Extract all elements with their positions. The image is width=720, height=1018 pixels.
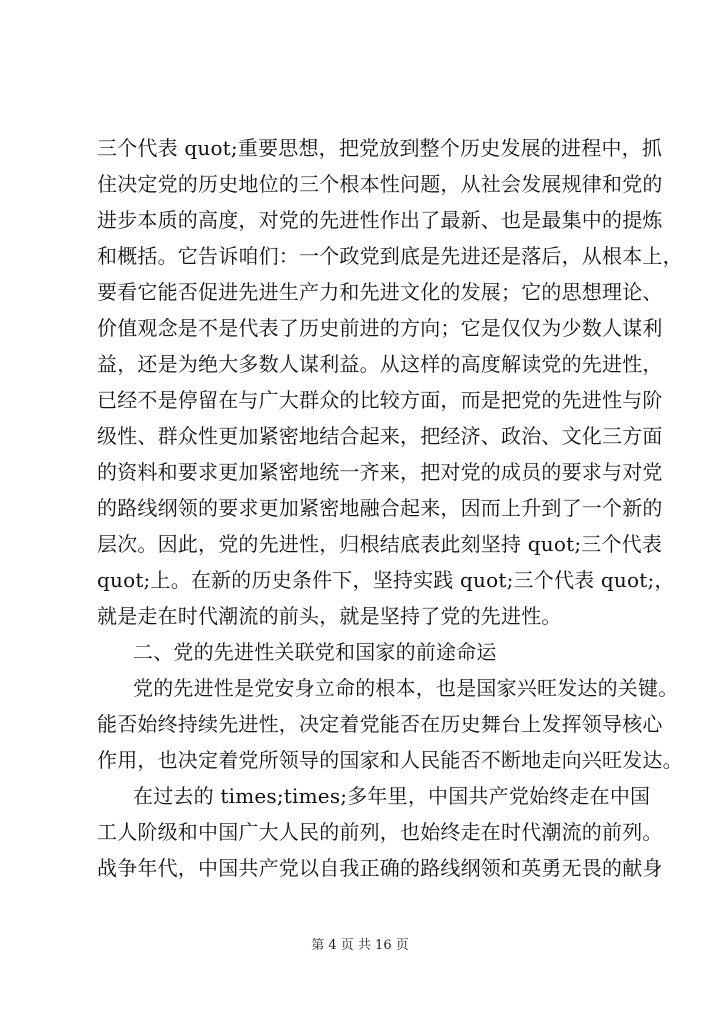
text-line: 在过去的 times;times;多年里，中国共产党始终走在中国 — [133, 784, 651, 808]
text-line: 级性、群众性更加紧密地结合起来，把经济、政治、文化三方面 — [97, 424, 663, 448]
text-line: 住决定党的历史地位的三个根本性问题，从社会发展规律和党的 — [97, 172, 663, 196]
text-line: 党的先进性是党安身立命的根本，也是国家兴旺发达的关键。 — [133, 676, 679, 700]
text-line: 价值观念是不是代表了历史前进的方向；它是仅仅为少数人谋利 — [97, 316, 663, 340]
section-heading: 二、党的先进性关联党和国家的前途命运 — [133, 640, 497, 664]
text-line: 的路线纲领的要求更加紧密地融合起来，因而上升到了一个新的 — [97, 496, 663, 520]
text-line: 就是走在时代潮流的前头，就是坚持了党的先进性。 — [97, 604, 562, 628]
text-line: 要看它能否促进先进生产力和先进文化的发展；它的思想理论、 — [97, 280, 663, 304]
text-line: 和概括。它告诉咱们：一个政党到底是先进还是落后，从根本上， — [97, 244, 683, 268]
text-line: 进步本质的高度，对党的先进性作出了最新、也是最集中的提炼 — [97, 208, 663, 232]
text-line: 战争年代，中国共产党以自我正确的路线纲领和英勇无畏的献身 — [97, 856, 663, 880]
text-line: 层次。因此，党的先进性，归根结底表此刻坚持 quot;三个代表 — [97, 532, 663, 556]
text-line: quot;上。在新的历史条件下，坚持实践 quot;三个代表 quot;， — [97, 568, 675, 592]
text-line: 能否始终持续先进性，决定着党能否在历史舞台上发挥领导核心 — [97, 712, 663, 736]
text-line: 作用，也决定着党所领导的国家和人民能否不断地走向兴旺发达。 — [97, 748, 683, 772]
text-line: 三个代表 quot;重要思想，把党放到整个历史发展的进程中，抓 — [97, 136, 663, 160]
text-line: 的资料和要求更加紧密地统一齐来，把对党的成员的要求与对党 — [97, 460, 663, 484]
text-line: 工人阶级和中国广大人民的前列，也始终走在时代潮流的前列。 — [97, 820, 663, 844]
text-line: 益，还是为绝大多数人谋利益。从这样的高度解读党的先进性， — [97, 352, 663, 376]
text-line: 已经不是停留在与广大群众的比较方面，而是把党的先进性与阶 — [97, 388, 663, 412]
page-number: 第 4 页 共 16 页 — [311, 938, 409, 953]
